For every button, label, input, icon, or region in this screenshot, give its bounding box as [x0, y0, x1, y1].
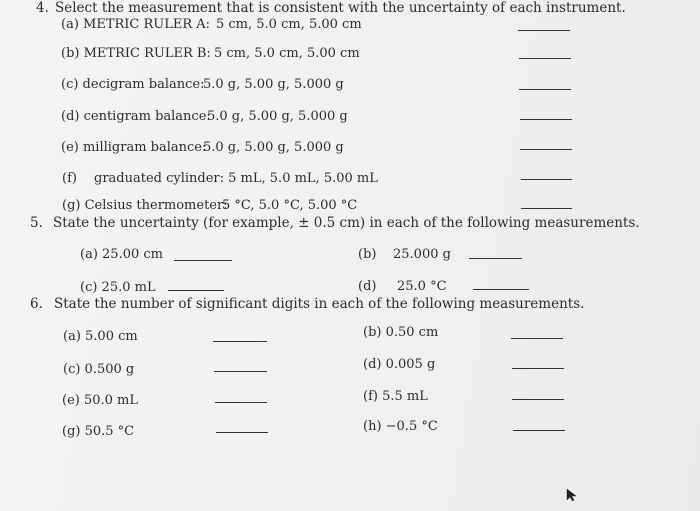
q6-item-f: (f) 5.5 mL: [363, 389, 428, 404]
answer-blank-4c[interactable]: [519, 89, 571, 90]
q5-item-b-label: (b): [358, 247, 377, 262]
answer-blank-5a[interactable]: [174, 260, 232, 261]
q6-item-h: (h) −0.5 °C: [363, 419, 438, 434]
q6-item-a: (a) 5.00 cm: [63, 329, 138, 344]
q4-prompt: Select the measurement that is consistent with the uncertainty of each instrument.: [55, 0, 626, 16]
q4-item-d-values: 5.0 g, 5.00 g, 5.000 g: [207, 109, 348, 124]
answer-blank-4a[interactable]: [518, 30, 570, 31]
answer-blank-4d[interactable]: [520, 119, 572, 120]
q5-number: 5.: [30, 215, 43, 231]
answer-blank-6a[interactable]: [213, 341, 267, 342]
q4-item-b-values: 5 cm, 5.0 cm, 5.00 cm: [214, 46, 360, 61]
q4-item-c-values: 5.0 g, 5.00 g, 5.000 g: [203, 77, 344, 92]
answer-blank-5d[interactable]: [473, 289, 529, 290]
q6-number: 6.: [30, 296, 43, 312]
q4-item-a-label: (a) METRIC RULER A:: [61, 17, 211, 32]
answer-blank-4e[interactable]: [520, 149, 572, 150]
q5-item-d-value: 25.0 °C: [397, 279, 447, 294]
answer-blank-4f[interactable]: [521, 179, 572, 180]
q4-item-c-label: (c) decigram balance:: [61, 77, 205, 92]
q4-item-d-label: (d) centigram balance:: [61, 109, 211, 124]
q5-item-b-value: 25.000 g: [393, 247, 451, 262]
q4-item-g-values: 5 °C, 5.0 °C, 5.00 °C: [222, 198, 358, 213]
answer-blank-4b[interactable]: [519, 58, 571, 59]
q4-item-a-values: 5 cm, 5.0 cm, 5.00 cm: [216, 17, 362, 32]
q4-item-g-label: (g) Celsius thermometer:: [62, 198, 228, 213]
q4-number: 4.: [36, 0, 49, 16]
q6-item-g: (g) 50.5 °C: [62, 424, 135, 439]
q5-prompt: State the uncertainty (for example, ± 0.5 cm) in each of the following measurements.: [53, 215, 640, 231]
q6-prompt: State the number of significant digits in each of the following measurements.: [54, 296, 585, 312]
q4-item-e-values: 5.0 g, 5.00 g, 5.000 g: [203, 140, 344, 155]
answer-blank-5b[interactable]: [469, 258, 522, 259]
q5-item-d-label: (d): [358, 279, 377, 294]
answer-blank-4g[interactable]: [521, 208, 572, 209]
q4-item-b-label: (b) METRIC RULER B:: [61, 46, 211, 61]
q6-item-e: (e) 50.0 mL: [62, 393, 139, 408]
q4-item-f-label: (f): [62, 171, 77, 186]
answer-blank-6g[interactable]: [216, 432, 268, 433]
q4-item-e-label: (e) milligram balance:: [61, 140, 207, 155]
answer-blank-5c[interactable]: [168, 290, 224, 291]
answer-blank-6h[interactable]: [513, 430, 565, 431]
q6-item-b: (b) 0.50 cm: [363, 325, 439, 340]
answer-blank-6d[interactable]: [512, 368, 564, 369]
q4-item-f-values: graduated cylinder: 5 mL, 5.0 mL, 5.00 mL: [94, 171, 378, 186]
q5-item-a: (a) 25.00 cm: [80, 247, 163, 262]
answer-blank-6b[interactable]: [511, 338, 563, 339]
q5-item-c: (c) 25.0 mL: [80, 280, 156, 295]
answer-blank-6e[interactable]: [215, 402, 267, 403]
mouse-pointer-icon: [566, 488, 578, 502]
answer-blank-6f[interactable]: [512, 399, 564, 400]
q6-item-d: (d) 0.005 g: [363, 357, 436, 372]
answer-blank-6c[interactable]: [214, 371, 267, 372]
q6-item-c: (c) 0.500 g: [63, 362, 135, 377]
